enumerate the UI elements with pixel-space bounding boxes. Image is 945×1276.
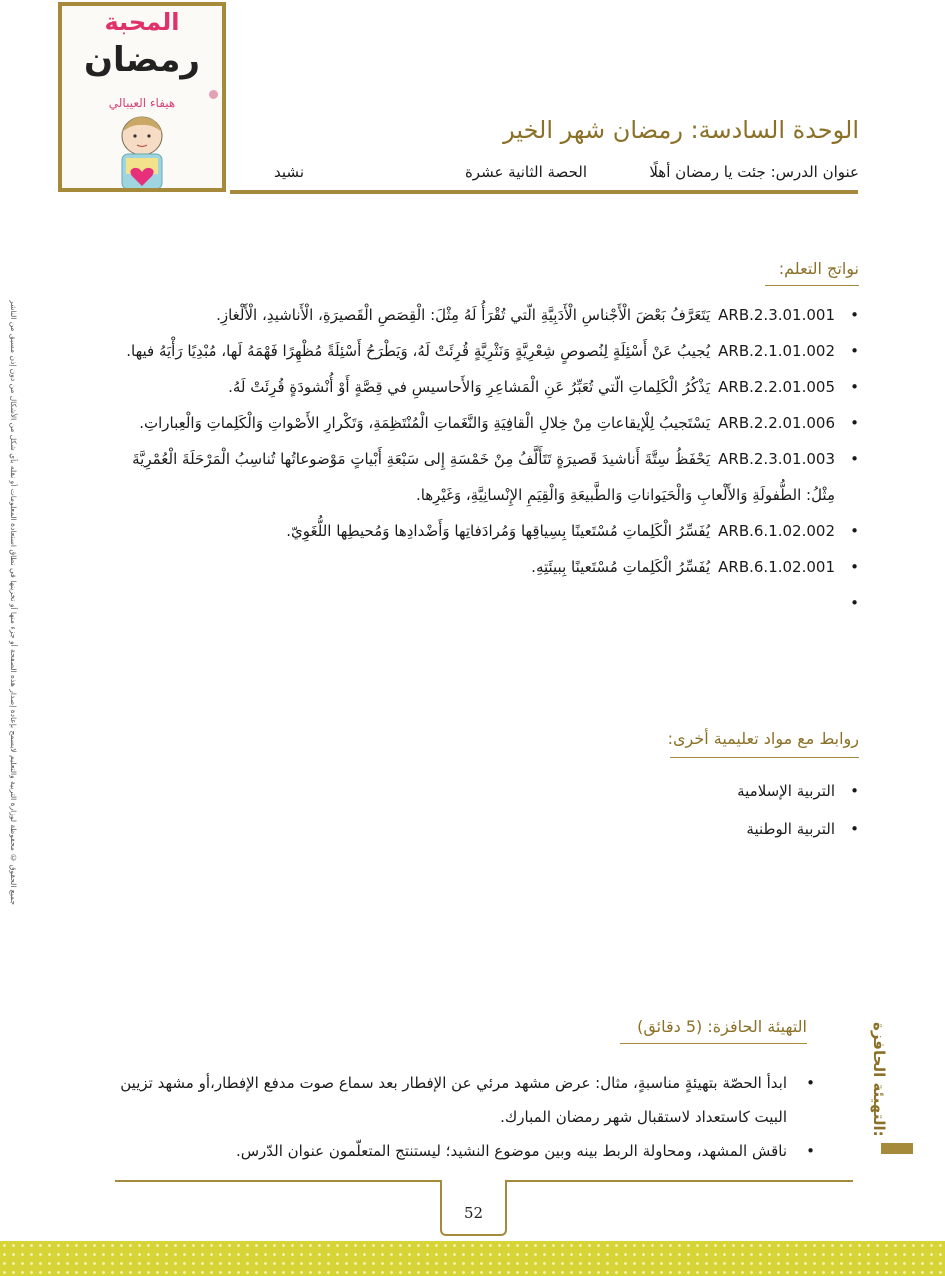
lesson-type: نشيد xyxy=(274,163,304,181)
warmup-underline xyxy=(620,1043,807,1044)
bullet-icon: • xyxy=(850,342,859,360)
child-illustration xyxy=(92,114,192,189)
links-underline xyxy=(670,757,859,758)
outcome-text: يَذْكُرُ الْكَلِماتِ الّتي تُعَبِّرُ عَنِ الْمَشاعِرِ وَالأَحاسيسِ في قِصَّةٍ أَوْ أُنْشودَةٍ قُرِئَتْ لَهُ. xyxy=(228,378,711,396)
unit-title: الوحدة السادسة: رمضان شهر الخير xyxy=(503,116,859,144)
outcome-code: ARB.2.3.01.001 xyxy=(718,306,835,324)
warmup-item xyxy=(115,1066,815,1134)
outcome-item xyxy=(119,513,859,549)
link-subject-label: التربية الوطنية xyxy=(746,820,835,838)
outcome-text: يَسْتَجيبُ لِلْإيقاعاتِ مِنْ خِلالِ الْقافِيَةِ وَالنَّغَماتِ الْمُنْتَظِمَةِ، وَتَكْرارِ الأَصْواتِ وَالْكَلِماتِ وَالْعِباراتِ. xyxy=(139,414,711,432)
outcome-code: ARB.6.1.02.002 xyxy=(718,522,835,540)
page-number: 52 xyxy=(463,1204,484,1222)
outcome-item xyxy=(119,441,859,513)
lesson-title: عنوان الدرس: جئت يا رمضان أهلًا xyxy=(649,163,859,181)
link-subject-label: التربية الإسلامية xyxy=(737,782,835,800)
lesson-session: الحصة الثانية عشرة xyxy=(464,163,587,181)
outcome-text: يُجيبُ عَنْ أَسْئِلَةٍ لِنُصوصٍ شِعْرِيَّةٍ وَنَثْرِيَّةٍ قُرِئَتْ لَهُ، وَيَطْرَحُ أَسْئِلَةً مُظْهِرًا فَهْمَهُ لَها، مُبْدِيًا رَأْيَهُ فيها. xyxy=(126,342,711,360)
cover-title-top: المحبة xyxy=(104,8,180,36)
warmup-side-label: التهيئة الحافزة: xyxy=(870,1022,888,1137)
bullet-icon: • xyxy=(850,594,859,612)
book-cover-image xyxy=(58,2,226,192)
warmup-text: ناقش المشهد، ومحاولة الربط بينه وبين موضوع النشيد؛ ليستنتج المتعلّمون عنوان الدّرس. xyxy=(235,1142,787,1160)
outcome-text: يُفَسِّرُ الْكَلِماتِ مُسْتَعينًا بِبيئَتِهِ. xyxy=(531,558,711,576)
cover-author: هيفاء العيبالي xyxy=(108,96,176,110)
bullet-icon: • xyxy=(850,378,859,396)
outcome-item xyxy=(119,369,859,405)
bottom-decorative-band xyxy=(0,1241,945,1276)
links-title: روابط مع مواد تعليمية أخرى: xyxy=(667,729,859,748)
outcome-code: ARB.2.2.01.005 xyxy=(718,378,835,396)
lesson-info-row xyxy=(229,163,859,187)
header-divider xyxy=(230,190,858,194)
footer-line-left xyxy=(115,1180,442,1182)
warmup-side-bar xyxy=(881,1143,913,1154)
outcome-code: ARB.2.2.01.006 xyxy=(718,414,835,432)
outcome-code: ARB.6.1.02.001 xyxy=(718,558,835,576)
outcome-text: يَحْفَظُ سِتَّةَ أَناشيدَ قَصيرَةٍ تَتَأَلَّفُ مِنْ خَمْسَةِ إِلى سَبْعَةِ أَبْياتٍ مَوْضوعاتُها تُناسِبُ الْمَرْحَلَةَ الْعُمْرِيَّةَ مِثْلُ: الطُّفولَةِ وَالأَلْعابِ وَالْحَيَواناتِ وَالطَّبيعَةِ وَالْقِيَمِ الإِنْسانِيَّةِ، وَغَيْرِها. xyxy=(132,450,835,504)
copyright-notice: جميع الحقوق © محفوظة لوزارة التربية والتعليم لايسمح بإعادة إصدار هذه الصفحة أو جزء منها أو تخزينها في نطاق استعادة المعلومات أو نقله بأي شكل من الأشكال من دون إذن مسبق من الناشر xyxy=(9,300,18,906)
bullet-icon: • xyxy=(806,1074,815,1092)
footer-line-right xyxy=(505,1180,853,1182)
outcomes-list xyxy=(119,297,859,621)
cover-decoration-dot xyxy=(209,90,218,99)
outcome-item xyxy=(119,297,859,333)
outcomes-underline xyxy=(765,285,859,286)
outcome-item-empty xyxy=(119,585,859,621)
bullet-icon: • xyxy=(850,558,859,576)
warmup-text: ابدأ الحصّة بتهيئةٍ مناسبةٍ، مثال: عرض مشهد مرئي عن الإفطار بعد سماع صوت مدفع الإفطار،أو مشهد تزيين البيت كاستعداد لاستقبال شهر رمضان المبارك. xyxy=(120,1074,787,1126)
bullet-icon: • xyxy=(850,782,859,800)
outcome-text: يُفَسِّرُ الْكَلِماتِ مُسْتَعينًا بِسِياقِها وَمُرادَفاتِها وَأَضْدادِها وَمُحيطِها اللُّغَوِيّ. xyxy=(286,522,711,540)
warmup-list xyxy=(115,1066,815,1168)
link-subject-item xyxy=(459,810,859,848)
links-list xyxy=(459,772,859,848)
bullet-icon: • xyxy=(806,1142,815,1160)
outcome-item xyxy=(119,549,859,585)
outcome-text: يَتَعَرَّفُ بَعْضَ الْأَجْناسِ الْأَدَبِيَّةِ الّتي تُقْرَأُ لَهُ مِثْلَ: الْقِصَصِ الْقَصيرَةِ، الْأَناشيدِ، الْأَلْغازِ. xyxy=(216,306,711,324)
bullet-icon: • xyxy=(850,414,859,432)
outcomes-title: نواتج التعلم: xyxy=(778,259,859,278)
bullet-icon: • xyxy=(850,450,859,468)
outcome-code: ARB.2.3.01.003 xyxy=(718,450,835,468)
bullet-icon: • xyxy=(850,306,859,324)
outcome-item xyxy=(119,333,859,369)
cover-title-main: رمضان xyxy=(84,40,200,80)
bullet-icon: • xyxy=(850,522,859,540)
bullet-icon: • xyxy=(850,820,859,838)
link-subject-item xyxy=(459,772,859,810)
outcome-code: ARB.2.1.01.002 xyxy=(718,342,835,360)
warmup-item xyxy=(115,1134,815,1168)
outcome-item xyxy=(119,405,859,441)
warmup-title: التهيئة الحافزة: (5 دقائق) xyxy=(637,1017,807,1036)
